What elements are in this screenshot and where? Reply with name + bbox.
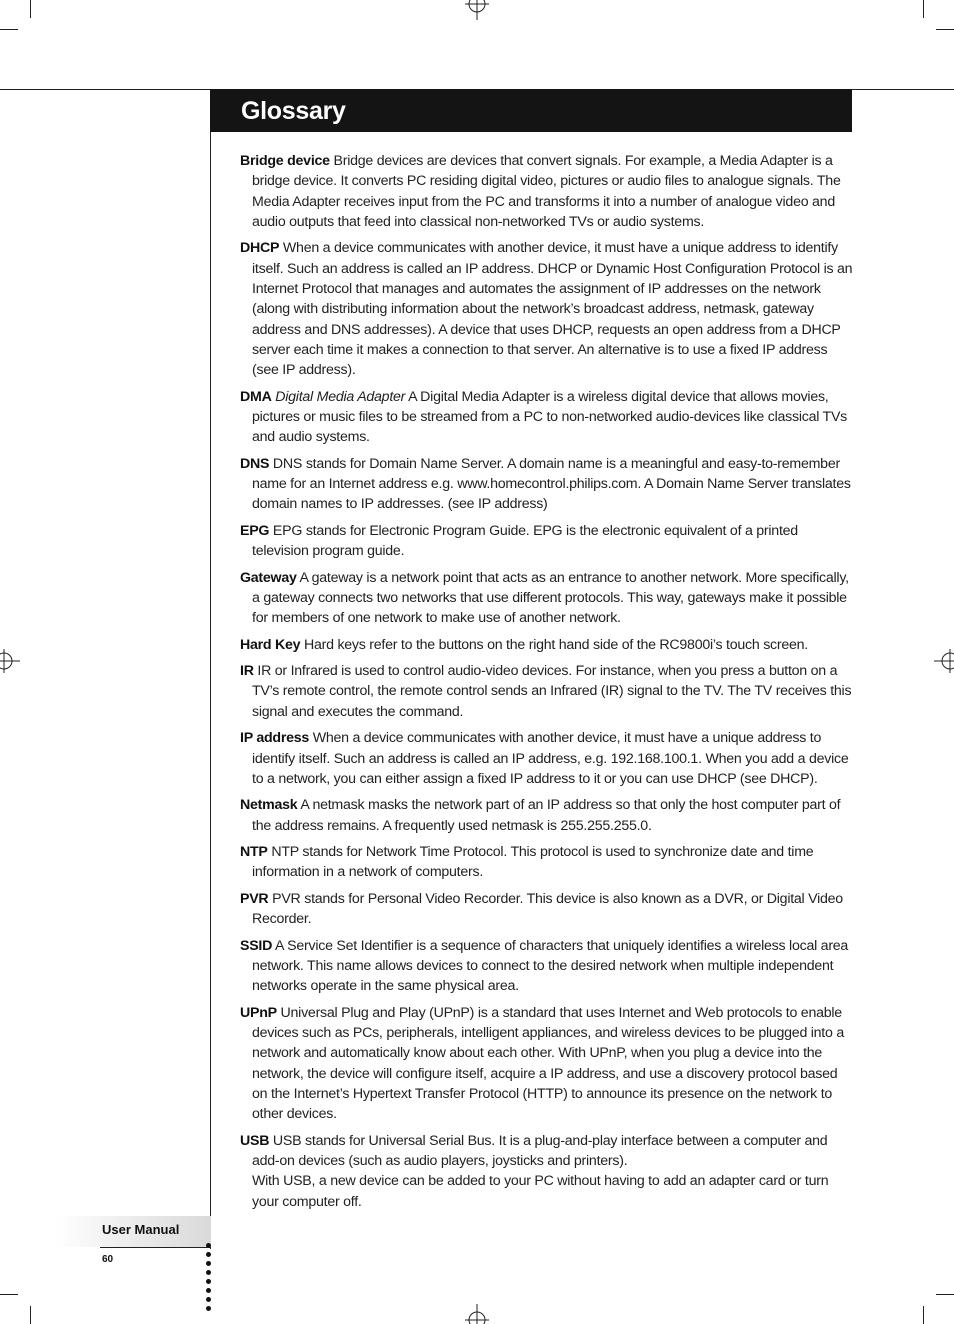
glossary-definition: DNS stands for Domain Name Server. A domain name is a meaningful and easy-to-remember name for an Internet address e.g. www.homecontrol.philips.com. A Domain Name Server translates domain names to IP addresses. (see IP address) <box>252 455 851 513</box>
glossary-definition: A netmask masks the network part of an IP address so that only the host computer part of the address remains. A frequently used netmask is 255.255.255.0. <box>252 797 841 834</box>
glossary-list <box>240 151 853 1218</box>
glossary-entry-upnp <box>240 1003 853 1125</box>
glossary-entry-dhcp <box>240 238 853 380</box>
glossary-definition: Hard keys refer to the buttons on the right hand side of the RC9800i’s touch screen. <box>304 636 808 653</box>
glossary-term: Netmask <box>240 797 298 814</box>
glossary-entry-gateway <box>240 568 853 629</box>
registration-mark-left <box>0 647 20 675</box>
footer-rule <box>100 1247 211 1248</box>
glossary-term: Hard Key <box>240 636 301 653</box>
crop-mark <box>30 1306 31 1324</box>
footer-dots <box>206 1243 214 1315</box>
glossary-definition: Universal Plug and Play (UPnP) is a standard that uses Internet and Web protocols to enable devices such as PCs, peripherals, intelligent appliances, and wireless devices to be plugged into a network and automatically know about each other. With UPnP, when you plug a device into the network, the device will configure itself, acquire a IP address, and use a discovery protocol based on the Internet’s Hypertext Transfer Protocol (HTTP) to announce its presence on the network to other devices. <box>252 1004 844 1123</box>
glossary-entry-ir <box>240 661 853 722</box>
glossary-term: PVR <box>240 890 269 907</box>
glossary-term: USB <box>240 1132 270 1149</box>
glossary-definition: When a device communicates with another device, it must have a unique address to identify itself. Such an address is called an IP address. DHCP or Dynamic Host Configuration Protocol is an Internet Protocol that manages and automates the assignment of IP addresses on the network (along with distributing information about the network’s broadcast address, netmask, gateway address and DNS addresses). A device that uses DHCP, requests an open address from a DHCP server each time it makes a connection to that server. An alternative is to use a fixed IP address (see IP address). <box>252 240 853 379</box>
glossary-entry-usb <box>240 1131 853 1212</box>
glossary-definition: A Digital Media Adapter is a wireless digital device that allows movies, pictures or music files to be streamed from a PC to non-networked audio-devices like classical TVs and audio systems. <box>252 388 848 446</box>
dot <box>206 1243 211 1248</box>
glossary-term: DHCP <box>240 240 280 257</box>
dot <box>206 1270 211 1275</box>
header-rule-left <box>0 89 210 90</box>
registration-mark-top <box>463 0 491 20</box>
glossary-entry-pvr <box>240 889 853 930</box>
glossary-term: Gateway <box>240 569 297 586</box>
dot <box>206 1306 211 1311</box>
dot <box>206 1288 211 1293</box>
glossary-definition: IR or Infrared is used to control audio-video devices. For instance, when you press a button on a TV’s remote control, the remote control sends an Infrared (IR) signal to the TV. The TV receives this signal and executes the command. <box>252 663 852 720</box>
glossary-entry-hard-key <box>240 635 853 655</box>
dot <box>206 1297 211 1302</box>
glossary-entry-netmask <box>240 795 853 836</box>
glossary-entry-epg <box>240 521 853 562</box>
glossary-entry-ip-address <box>240 728 853 789</box>
registration-mark-right <box>934 647 954 675</box>
registration-mark-bottom <box>463 1304 491 1324</box>
glossary-entry-ssid <box>240 936 853 997</box>
glossary-definition: Bridge devices are devices that convert signals. For example, a Media Adapter is a bridge device. It converts PC residing digital video, pictures or audio files to analogue signals. The Media Adapter receives input from the PC and transforms it into a number of analogue video and audio outputs that feed into classical non-networked TVs or audio systems. <box>252 153 841 230</box>
glossary-definition: EPG stands for Electronic Program Guide. EPG is the electronic equivalent of a printed television program guide. <box>252 522 798 560</box>
glossary-definition: When a device communicates with another device, it must have a unique address to identify itself. Such an address is called an IP address, e.g. 192.168.100.1. When you add a device to a network, you can either assign a fixed IP address to it or you can use DHCP (see DHCP). <box>252 730 849 787</box>
crop-mark <box>0 1294 18 1295</box>
glossary-term: EPG <box>240 522 270 539</box>
glossary-term: IR <box>240 663 254 680</box>
glossary-term: IP address <box>240 730 310 747</box>
glossary-term: Bridge device <box>240 153 330 169</box>
glossary-entry-ntp <box>240 842 853 883</box>
crop-mark <box>0 29 18 30</box>
glossary-definition-continued: With USB, a new device can be added to your PC without having to add an adapter card or turn your computer off. <box>252 1173 829 1210</box>
margin-rule <box>210 89 211 1249</box>
glossary-term: NTP <box>240 844 268 861</box>
glossary-definition: A Service Set Identifier is a sequence of characters that uniquely identifies a wireless local area network. This name allows devices to connect to the desired network when multiple independent networks operate in the same physical area. <box>252 937 849 995</box>
glossary-definition: USB stands for Universal Serial Bus. It is a plug-and-play interface between a computer and add-on devices (such as audio players, joysticks and printers). <box>252 1132 828 1169</box>
glossary-term: SSID <box>240 937 273 954</box>
dot <box>206 1261 211 1266</box>
glossary-definition: A gateway is a network point that acts as an entrance to another network. More specifically, a gateway connects two networks that use different protocols. This way, gateways make it possible for members of one network to make use of another network. <box>252 569 849 627</box>
page-number: 60 <box>102 1254 114 1265</box>
dot <box>206 1252 211 1257</box>
crop-mark <box>923 0 924 18</box>
footer-manual-label: User Manual <box>102 1222 180 1237</box>
glossary-expansion: Digital Media Adapter <box>275 388 406 405</box>
glossary-entry-dns <box>240 454 853 515</box>
page-title: Glossary <box>241 97 346 125</box>
crop-mark <box>923 1306 924 1324</box>
glossary-entry-bridge-device <box>240 151 853 232</box>
glossary-entry-dma <box>240 387 853 448</box>
title-bar <box>210 89 852 132</box>
header-rule-right <box>852 89 954 90</box>
glossary-term: UPnP <box>240 1004 277 1021</box>
crop-mark <box>30 0 31 18</box>
glossary-definition: PVR stands for Personal Video Recorder. This device is also known as a DVR, or Digital Video Recorder. <box>252 890 843 928</box>
glossary-term: DNS <box>240 455 270 472</box>
crop-mark <box>936 1294 954 1295</box>
crop-mark <box>936 29 954 30</box>
glossary-term: DMA <box>240 388 272 405</box>
dot <box>206 1279 211 1284</box>
glossary-definition: NTP stands for Network Time Protocol. This protocol is used to synchronize date and time information in a network of computers. <box>252 844 814 881</box>
